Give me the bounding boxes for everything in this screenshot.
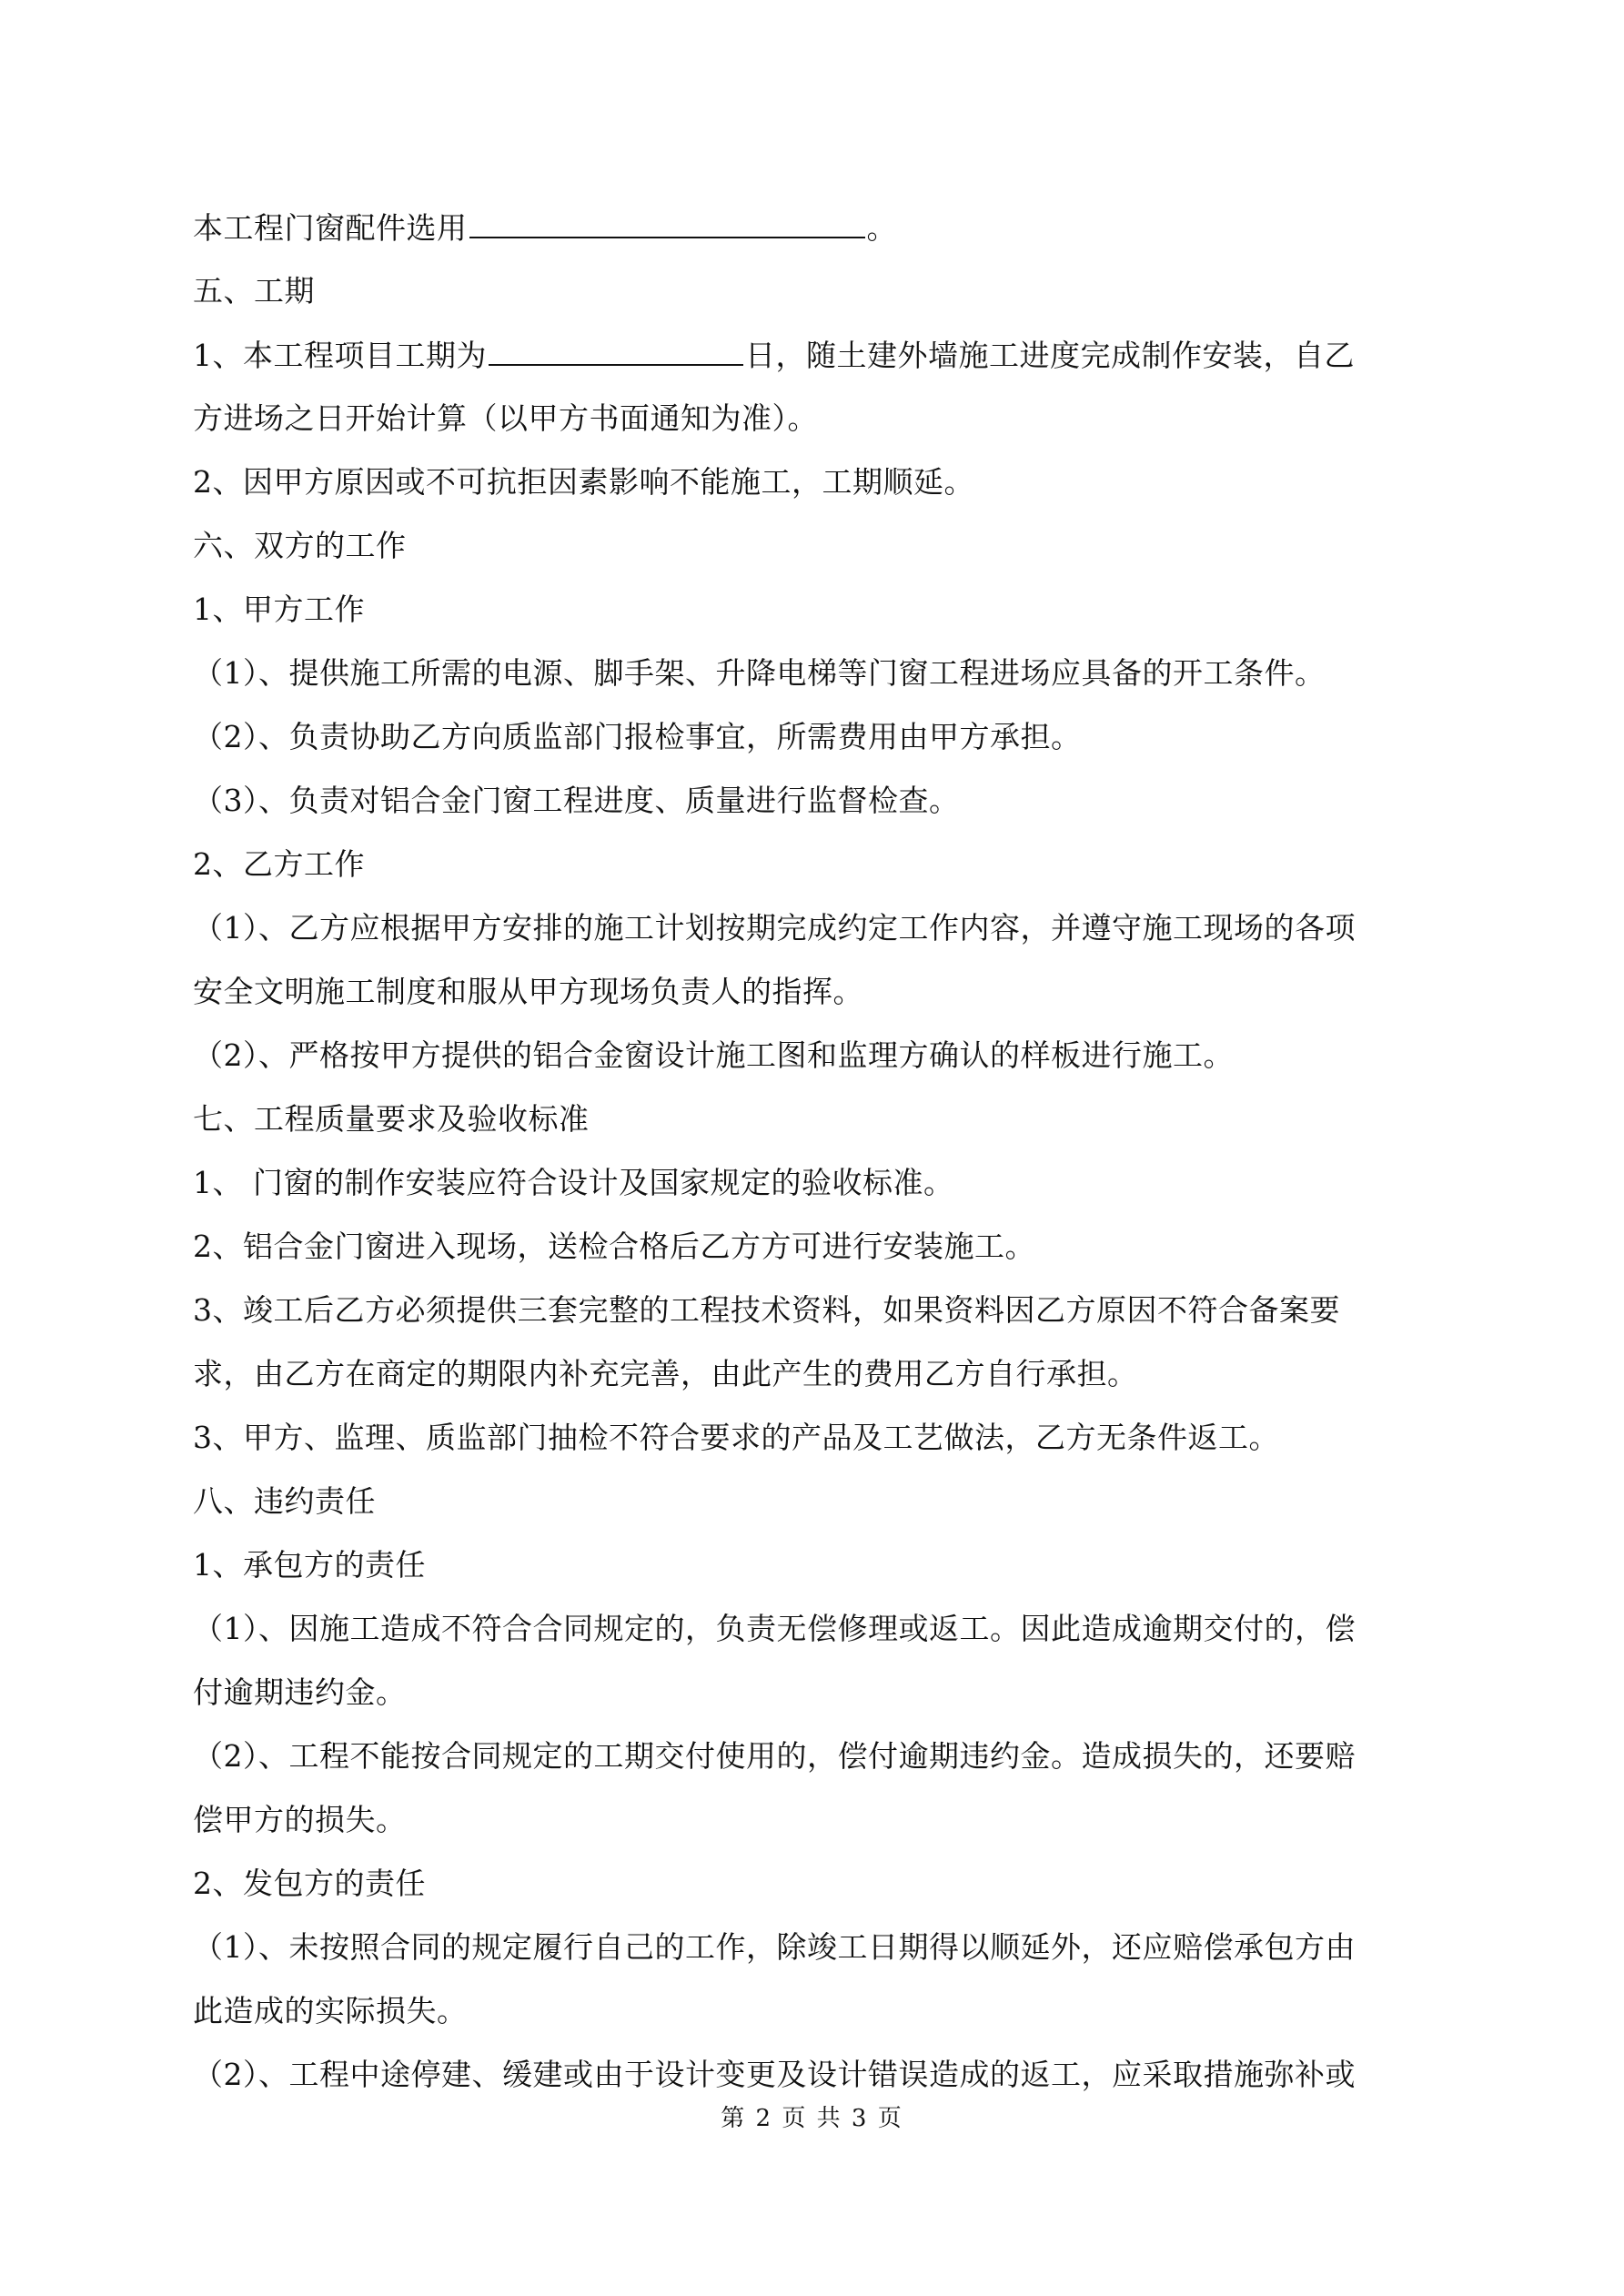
text-line: 方进场之日开始计算（以甲方书面通知为准）。: [193, 400, 818, 436]
fittings-blank: [469, 209, 865, 238]
subsection-heading: 2、乙方工作: [193, 846, 365, 882]
text-line: 此造成的实际损失。: [193, 1993, 468, 2028]
subsection-heading: 1、甲方工作: [193, 592, 365, 627]
section-7-heading: 七、工程质量要求及验收标准: [193, 1101, 590, 1137]
section-6-heading: 六、双方的工作: [193, 528, 407, 563]
fittings-line: [193, 209, 897, 247]
text-line: （1）、未按照合同的规定履行自己的工作，除竣工日期得以顺延外，还应赔偿承包方由: [193, 1929, 1356, 1965]
subsection-heading: 2、发包方的责任: [193, 1866, 426, 1901]
section-5-heading: 五、工期: [193, 273, 315, 308]
text-line: （2）、严格按甲方提供的铝合金窗设计施工图和监理方确认的样板进行施工。: [193, 1037, 1234, 1073]
text-line: 1、 门窗的制作安装应符合设计及国家规定的验收标准。: [193, 1165, 954, 1200]
page-number-footer: 第 2 页 共 3 页: [721, 2105, 903, 2132]
text-line: 安全文明施工制度和服从甲方现场负责人的指挥。: [193, 974, 863, 1009]
text-line: （2）、工程不能按合同规定的工期交付使用的，偿付逾期违约金。造成损失的，还要赔: [193, 1738, 1356, 1774]
text-line: （1）、乙方应根据甲方安排的施工计划按期完成约定工作内容，并遵守施工现场的各项: [193, 910, 1356, 946]
text-line: （1）、提供施工所需的电源、脚手架、升降电梯等门窗工程进场应具备的开工条件。: [193, 655, 1326, 691]
subsection-heading: 1、承包方的责任: [193, 1547, 426, 1583]
text-line: 3、竣工后乙方必须提供三套完整的工程技术资料，如果资料因乙方原因不符合备案要: [193, 1292, 1340, 1328]
text-line: 付逾期违约金。: [193, 1674, 407, 1710]
text-line: （1）、因施工造成不符合合同规定的，负责无偿修理或返工。因此造成逾期交付的，偿: [193, 1611, 1356, 1646]
section-8-heading: 八、违约责任: [193, 1483, 376, 1519]
text-line: 偿甲方的损失。: [193, 1802, 407, 1837]
duration-text: 日，随土建外墙施工进度完成制作安装，自乙: [745, 338, 1355, 373]
text-line: （2）、工程中途停建、缓建或由于设计变更及设计错误造成的返工，应采取措施弥补或: [193, 2057, 1356, 2092]
fittings-end: 。: [866, 210, 897, 246]
text-line: 求，由乙方在商定的期限内补充完善，由此产生的费用乙方自行承担。: [193, 1356, 1138, 1391]
fittings-label: 本工程门窗配件选用: [193, 210, 468, 246]
duration-line: [193, 337, 1355, 374]
text-line: （2）、负责协助乙方向质监部门报检事宜，所需费用由甲方承担。: [193, 719, 1082, 754]
text-line: （3）、负责对铝合金门窗工程进度、质量进行监督检查。: [193, 783, 960, 818]
text-line: 3、甲方、监理、质监部门抽检不符合要求的产品及工艺做法，乙方无条件返工。: [193, 1420, 1279, 1455]
duration-label: 1、本工程项目工期为: [193, 338, 487, 373]
text-line: 2、铝合金门窗进入现场，送检合格后乙方方可进行安装施工。: [193, 1229, 1035, 1264]
duration-blank: [489, 337, 743, 366]
text-line: 2、因甲方原因或不可抗拒因素影响不能施工，工期顺延。: [193, 464, 974, 500]
